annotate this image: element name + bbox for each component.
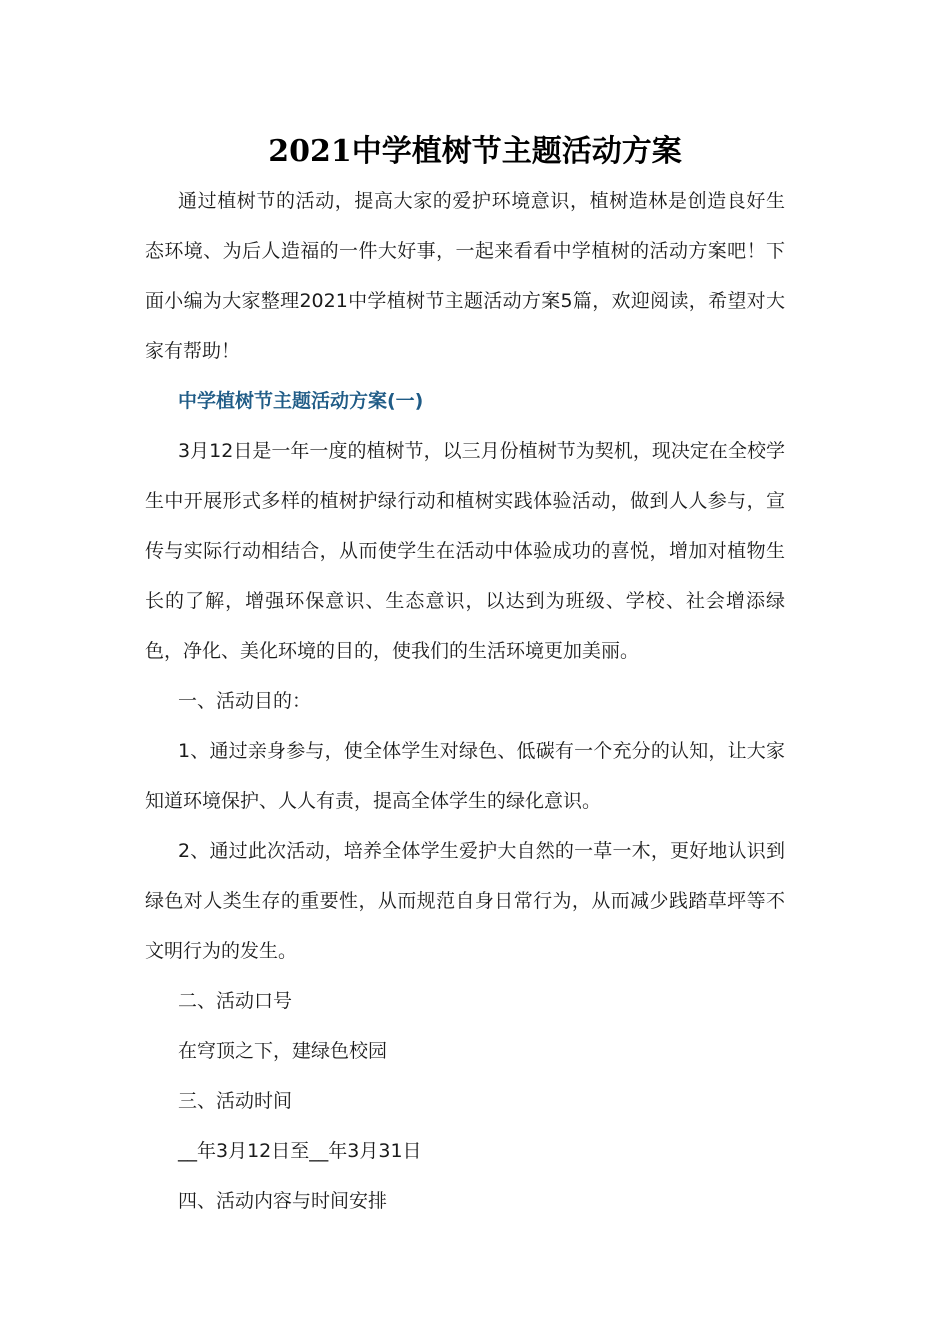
heading-time: 三、活动时间	[178, 1090, 293, 1112]
paragraph-1: 3月12日是一年一度的植树节，以三月份植树节为契机，现决定在全校学生中开展形式多样的植树护绿行动和植树实践体验活动，做到人人参与，宣传与实际行动相结合，从而使学生在活动中体验成功的喜悦，增加对植物生长的了解，增强环保意识、生态意识，以达到为班级、学校、社会增添绿色，净化、美化环境的目的，使我们的生活环境更加美丽。	[145, 440, 785, 662]
slogan-text: 在穹顶之下，建绿色校园	[178, 1040, 388, 1062]
purpose-item-1: 1、通过亲身参与，使全体学生对绿色、低碳有一个充分的认知，让大家知道环境保护、人人有责，提高全体学生的绿化意识。	[145, 740, 785, 812]
heading-content: 四、活动内容与时间安排	[178, 1190, 388, 1212]
purpose-item-2: 2、通过此次活动，培养全体学生爱护大自然的一草一木，更好地认识到绿色对人类生存的重要性，从而规范自身日常行为，从而减少践踏草坪等不文明行为的发生。	[145, 840, 785, 962]
time-text: __年3月12日至__年3月31日	[178, 1140, 422, 1162]
section-heading: 中学植树节主题活动方案(一)	[178, 390, 424, 412]
heading-purpose: 一、活动目的：	[178, 690, 312, 712]
intro-paragraph: 通过植树节的活动，提高大家的爱护环境意识，植树造林是创造良好生态环境、为后人造福的一件大好事，一起来看看中学植树的活动方案吧！下面小编为大家整理2021中学植树节主题活动方案5篇，欢迎阅读，希望对大家有帮助！	[145, 190, 785, 362]
heading-slogan: 二、活动口号	[178, 990, 293, 1012]
document-title: 2021中学植树节主题活动方案	[268, 134, 682, 169]
